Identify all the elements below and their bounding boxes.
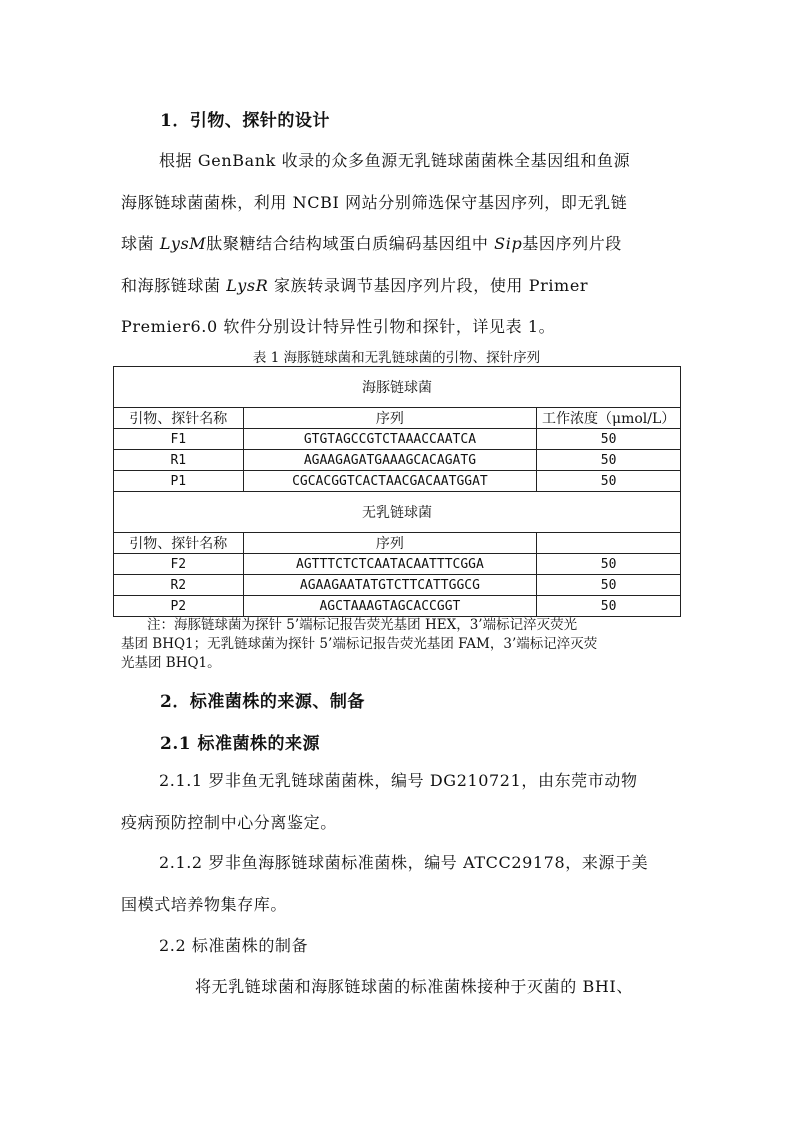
paragraph-line: 2.1.1 罗非鱼无乳链球菌菌株，编号 DG210721，由东莞市动物 [159,771,638,790]
section-2-1-2-paragraph [121,842,674,925]
table-row [114,429,681,450]
table-note [121,616,676,673]
table-caption: 表 1 海豚链球菌和无乳链球菌的引物、探针序列 [252,350,541,366]
primer-sequence: AGCTAAAGTAGCACCGGT [243,596,537,617]
paragraph-line: 海豚链球菌菌株，利用 NCBI 网站分别筛选保守基因序列，即无乳链 [121,192,628,212]
table-row [114,471,681,492]
table-row [114,596,681,617]
column-header [537,533,681,554]
table-row [114,554,681,575]
paragraph-line: 将无乳链球菌和海豚链球菌的标准菌株接种于灭菌的 BHI、 [195,977,633,996]
paragraph-line: 2.1.2 罗非鱼海豚链球菌标准菌株，编号 ATCC29178，来源于美 [159,853,649,872]
primer-table [113,366,681,617]
gene-name-italic: Sip [494,234,523,253]
section-2-2-heading-block [121,925,674,967]
section-2-1-1-paragraph [121,760,674,843]
column-header: 序列 [243,408,537,429]
section-2-2-paragraph [121,966,674,1008]
primer-sequence: AGTTTCTCTCAATACAATTTCGGA [243,554,537,575]
section-1-paragraph [121,140,674,348]
primer-concentration: 50 [537,554,681,575]
primer-concentration: 50 [537,450,681,471]
paragraph-line: 根据 GenBank 收录的众多鱼源无乳链球菌菌株全基因组和鱼源 [159,151,631,170]
primer-concentration: 50 [537,596,681,617]
primer-name: R2 [114,575,244,596]
table-row [114,575,681,596]
note-line: 注：海豚链球菌为探针 5’端标记报告荧光基团 HEX，3’端标记淬灭荧光 [147,617,578,633]
primer-name: R1 [114,450,244,471]
note-line: 光基团 BHQ1。 [121,655,221,671]
column-header: 序列 [243,533,537,554]
paragraph-line: 疫病预防控制中心分离鉴定。 [121,812,337,832]
group-title: 海豚链球菌 [114,367,681,408]
section-2-2-heading: 2.2 标准菌株的制备 [159,936,309,955]
section-1-heading: 1．引物、探针的设计 [160,111,330,131]
section-2-heading: 2．标准菌株的来源、制备 [160,692,365,712]
group-title: 无乳链球菌 [114,492,681,533]
section-2-1-heading: 2.1 标准菌株的来源 [160,734,320,754]
text-run: 肽聚糖结合结构域蛋白质编码基因组中 [206,234,495,253]
paragraph-line [121,223,674,265]
primer-concentration: 50 [537,575,681,596]
primer-name: P1 [114,471,244,492]
gene-name-italic: LysR [226,275,269,295]
primer-sequence: AGAAGAGATGAAAGCACAGATG [243,450,537,471]
primer-sequence: GTGTAGCCGTCTAAACCAATCA [243,429,537,450]
table-row [114,450,681,471]
paragraph-line: Premier6.0 软件分别设计特异性引物和探针，详见表 1。 [121,317,556,336]
gene-name-italic: LysM [159,234,207,253]
primer-name: P2 [114,596,244,617]
note-line: 基团 BHQ1；无乳链球菌为探针 5’端标记报告荧光基团 FAM，3’端标记淬灭荧 [121,636,598,652]
paragraph-line [121,265,674,307]
text-run: 和海豚链球菌 [121,275,227,295]
column-header: 工作浓度（μmol/L） [537,408,681,429]
column-header: 引物、探针名称 [114,408,244,429]
primer-name: F2 [114,554,244,575]
primer-sequence: CGCACGGTCACTAACGACAATGGAT [243,471,537,492]
text-run: 家族转录调节基因序列片段，使用 Primer [268,275,589,295]
text-run: 基因序列片段 [522,234,622,253]
primer-name: F1 [114,429,244,450]
primer-concentration: 50 [537,471,681,492]
primer-sequence: AGAAGAATATGTCTTCATTGGCG [243,575,537,596]
text-run: 球菌 [121,234,160,253]
column-header: 引物、探针名称 [114,533,244,554]
paragraph-line: 国模式培养物集存库。 [121,894,288,914]
primer-concentration: 50 [537,429,681,450]
